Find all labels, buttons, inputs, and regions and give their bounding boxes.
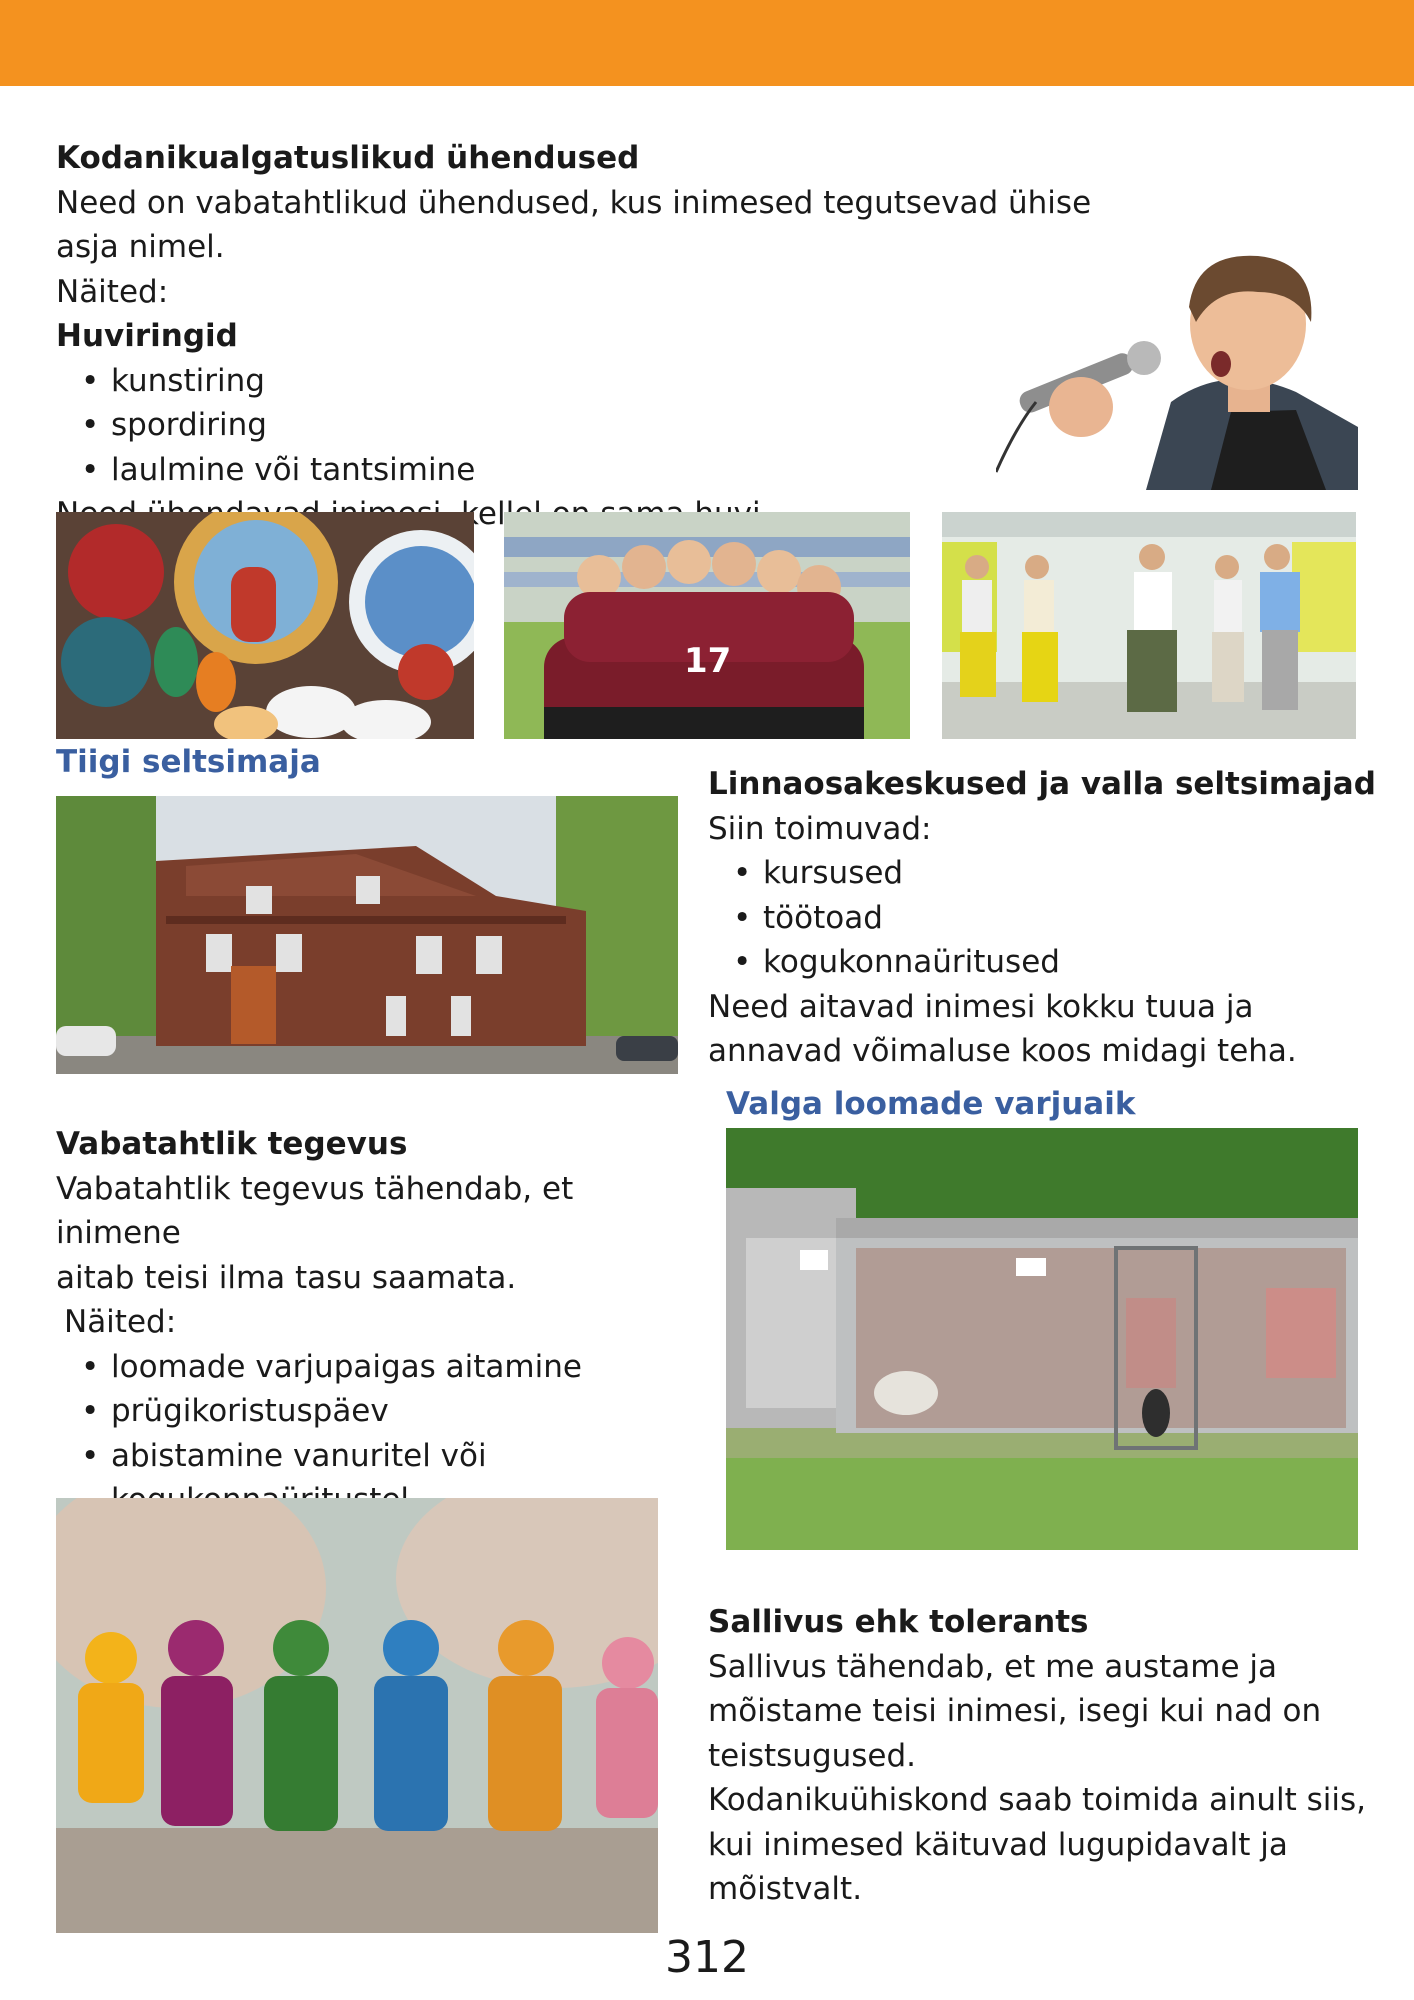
civic-section <box>56 136 1156 537</box>
volunteer-text-1: Vabatahtlik tegevus tähendab, et inimene <box>56 1170 574 1251</box>
community-centers-closing-2: annavad võimaluse koos midagi teha. <box>708 1033 1297 1069</box>
civic-examples-label: Näited: <box>56 273 169 310</box>
seltsimaja-caption: Tiigi seltsimaja <box>56 744 321 780</box>
civic-text: Need on vabatahtlikud ühendused, kus inimesed tegutsevad ühise asja nimel. <box>56 184 1092 265</box>
tolerance-line: teistsugused. <box>708 1737 917 1774</box>
singer-photo <box>996 252 1358 490</box>
volunteer-list <box>56 1345 696 1479</box>
wooden-figures-photo <box>56 1498 658 1933</box>
svg-text:17: 17 <box>684 641 732 681</box>
community-centers-list <box>708 851 1388 985</box>
list-item: • kogukonnaüritused <box>763 940 1388 985</box>
tolerance-line: Sallivus tähendab, et me austame ja <box>708 1648 1277 1685</box>
civic-heading: Kodanikualgatuslikud ühendused <box>56 140 640 176</box>
tolerance-section <box>708 1600 1388 1912</box>
volunteer-text-2: aitab teisi ilma tasu saamata. <box>56 1259 517 1296</box>
civic-closing: kellel <box>461 496 542 532</box>
list-item: • laulmine või tantsimine <box>111 448 1156 493</box>
crafts-photo <box>56 512 474 739</box>
volunteer-examples-label: Näited: <box>64 1304 177 1340</box>
list-item: • prügikoristuspäev <box>111 1389 696 1434</box>
seltsimaja-photo <box>56 796 678 1074</box>
community-centers-closing-1: Need aitavad inimesi kokku tuua ja <box>708 988 1254 1025</box>
football-team-photo <box>504 512 910 739</box>
volunteer-heading: Vabatahtlik tegevus <box>56 1126 408 1162</box>
tolerance-line: mõistvalt. <box>708 1871 863 1907</box>
community-centers-intro: Siin toimuvad: <box>708 810 932 847</box>
tolerance-line: Kodanikuühiskond saab toimida ainult siis, <box>708 1782 1367 1818</box>
dancers-photo <box>942 512 1356 739</box>
tolerance-line: mõistame teisi inimesi, isegi kui nad on <box>708 1693 1322 1729</box>
hobby-list <box>56 359 1156 493</box>
community-centers-heading: Linnaosakeskused ja valla seltsimajad <box>708 766 1376 802</box>
list-item: • kursused <box>763 851 1388 896</box>
list-item: • abistamine vanuritel või <box>111 1434 696 1479</box>
volunteer-section <box>56 1122 696 1523</box>
animal-shelter-caption: Valga loomade varjuaik <box>726 1086 1136 1122</box>
community-centers-section <box>708 762 1388 1074</box>
tolerance-heading: Sallivus ehk tolerants <box>708 1604 1089 1640</box>
page-number: 312 <box>665 1932 749 1983</box>
hobby-groups-heading: Huviringid <box>56 318 238 354</box>
list-item: • kunstiring <box>111 359 1156 404</box>
list-item: • loomade varjupaigas aitamine <box>111 1345 696 1390</box>
top-bar <box>0 0 1414 86</box>
tolerance-line: kui inimesed käituvad lugupidavalt ja <box>708 1826 1288 1863</box>
list-item: • spordiring <box>111 403 1156 448</box>
animal-shelter-photo <box>726 1128 1358 1550</box>
list-item: • töötoad <box>763 896 1388 941</box>
